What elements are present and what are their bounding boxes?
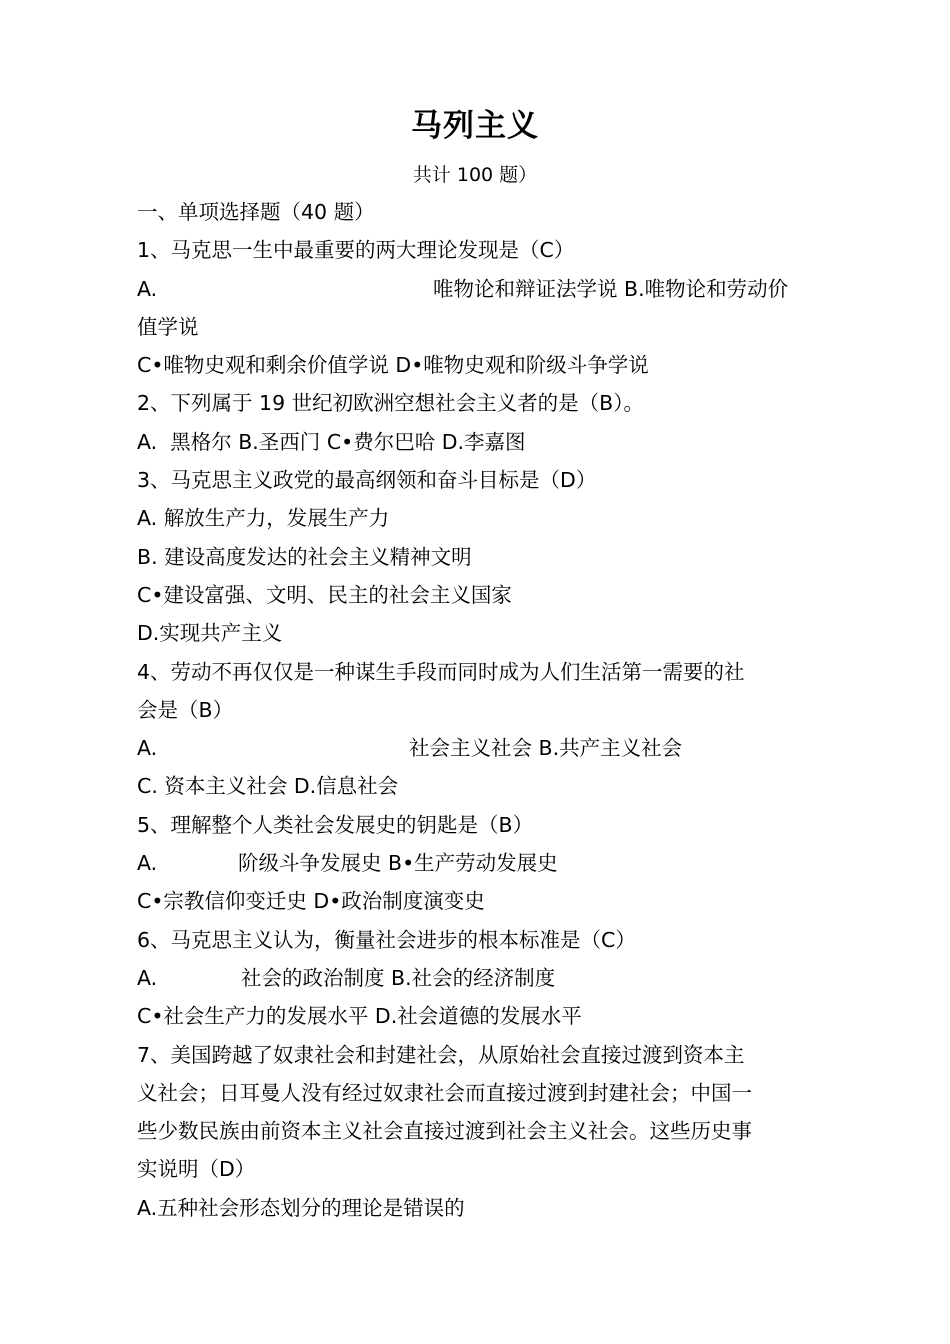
question-6: 6、马克思主义认为，衡量社会进步的根本标准是（C） [137,927,636,952]
question-5: 5、理解整个人类社会发展史的钥匙是（B） [137,812,534,837]
question-1: 1、马克思一生中最重要的两大理论发现是（C） [137,238,575,263]
page-title: 马列主义 [411,108,539,144]
question-1-options-cd: C•唯物史观和剩余价值学说 D•唯物史观和阶级斗争学说 [137,353,649,378]
section-heading: 一、单项选择题（40 题） [137,200,375,224]
question-7-cont-2: 些少数民族由前资本主义社会直接过渡到社会主义社会。这些历史事 [137,1119,752,1144]
option-a-label: A. [137,851,158,876]
question-4-options-ab: A. 社会主义社会 B.共产主义社会 [137,729,837,767]
question-7-option-a: A.五种社会形态划分的理论是错误的 [137,1195,465,1220]
question-6-options-ab: A. 社会的政治制度 B.社会的经济制度 [137,959,837,997]
question-1-options-cont: 值学说 [137,314,199,339]
question-7-cont-3: 实说明（D） [137,1157,256,1182]
option-a-label: A. [137,965,158,990]
question-3-option-a: A. 解放生产力，发展生产力 [137,506,390,531]
question-5-options-ab: A. 阶级斗争发展史 B•生产劳动发展史 [137,844,837,882]
question-3-option-c: C•建设富强、文明、民主的社会主义国家 [137,582,512,607]
question-5-options-cd: C•宗教信仰变迁史 D•政治制度演变史 [137,889,485,914]
question-3-option-d: D.实现共产主义 [137,621,283,646]
question-3-option-b: B. 建设高度发达的社会主义精神文明 [137,544,472,569]
question-3: 3、马克思主义政党的最高纲领和奋斗目标是（D） [137,468,597,493]
page-subtitle: 共计 100 题） [412,164,538,186]
question-list [137,193,837,1227]
question-4: 4、劳动不再仅仅是一种谋生手段而同时成为人们生活第一需要的社 [137,659,745,684]
question-1-options: A. 唯物论和辩证法学说 B.唯物论和劳动价 [137,270,837,308]
question-2: 2、下列属于 19 世纪初欧洲空想社会主义者的是（B）。 [137,391,644,416]
question-4-options-cd: C. 资本主义社会 D.信息社会 [137,774,399,799]
question-6-options-cd: C•社会生产力的发展水平 D.社会道德的发展水平 [137,1004,582,1029]
question-2-options: A. 黑格尔 B.圣西门 C•费尔巴哈 D.李嘉图 [137,429,526,454]
question-7-cont-1: 义社会；日耳曼人没有经过奴隶社会而直接过渡到封建社会；中国一 [137,1080,752,1105]
question-4-cont: 会是（B） [137,697,234,722]
option-a-label: A. [137,736,158,761]
option-a-label: A. [137,276,158,301]
question-7: 7、美国跨越了奴隶社会和封建社会，从原始社会直接过渡到资本主 [137,1042,745,1067]
